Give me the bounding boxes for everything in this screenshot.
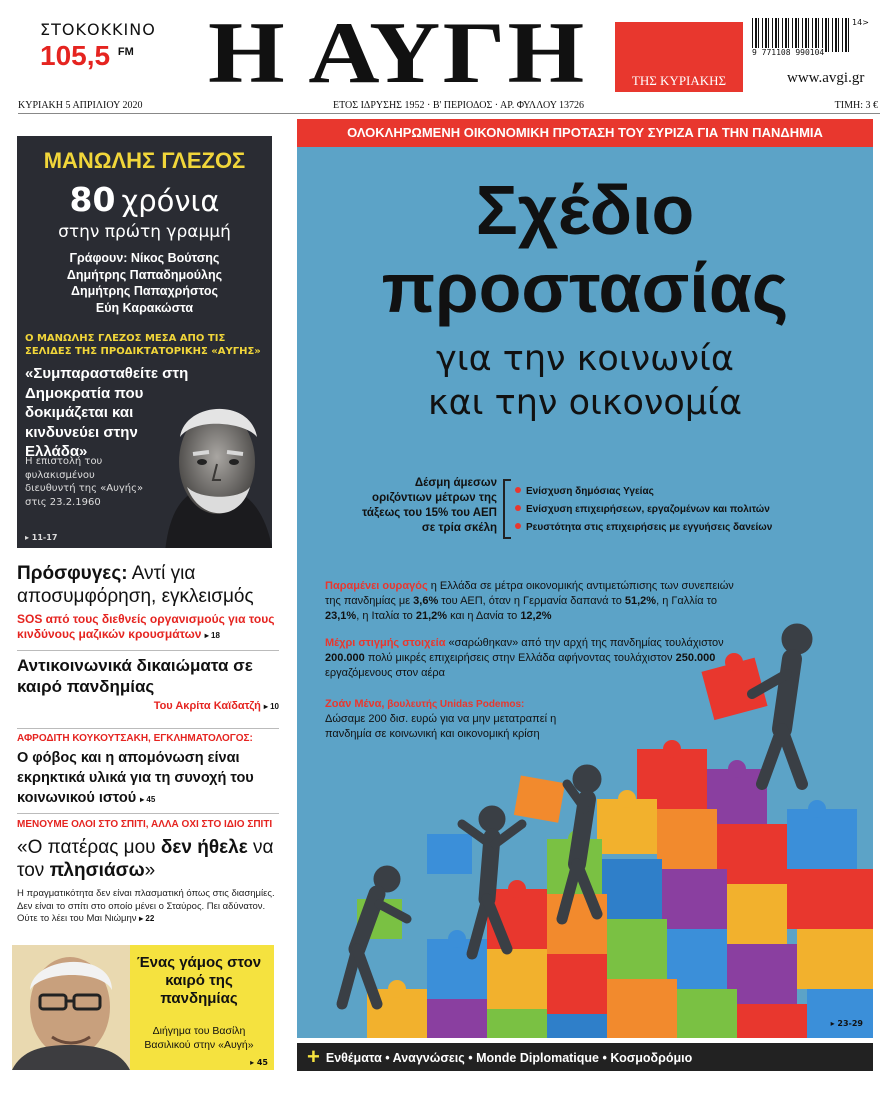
wedding-story[interactable] — [12, 945, 274, 1070]
refugees-headline: Πρόσφυγες: Αντί για αποσυμφόρηση, εγκλεισμός — [17, 563, 254, 607]
page-ref: ▸ 10 — [263, 702, 279, 711]
portrait-photo — [145, 392, 272, 548]
author-line: Δημήτρης Παπαχρήστος — [71, 284, 218, 298]
glezos-authors — [17, 250, 272, 316]
father-sub: Η πραγματικότητα δεν είναι πλασματική όπως στις διασημίες. Δεν είναι το σπίτι στο οποίο μένει ο Σταύρος. Πει αδύνατον. Ούτε το λέει του Μαι Νιώμην ▸ 22 — [17, 888, 275, 924]
fear-story[interactable] — [17, 733, 279, 810]
glezos-quote: «Συμπαρασταθείτε στη Δημοκρατία που δοκιμάζεται και κινδυνεύει στην Ελλάδα» — [25, 365, 189, 460]
dateline — [18, 98, 880, 114]
page-ref: ▸ 11-17 — [25, 533, 58, 542]
radio-frequency: 105,5 $^{FM}$ — [40, 40, 134, 71]
feature-title — [297, 171, 873, 327]
father-headline: «Ο πατέρας μου δεν ήθελε να τον πλησιάσω» — [17, 837, 274, 881]
feature-subtitle — [297, 337, 873, 425]
feature-band: ΟΛΟΚΛΗΡΩΜΕΝΗ ΟΙΚΟΝΟΜΙΚΗ ΠΡΟΤΑΣΗ ΤΟΥ ΣΥΡΙΖΑ ΓΙΑ ΤΗΝ ΠΑΝΔΗΜΙΑ — [297, 119, 873, 147]
barcode-bars — [752, 18, 852, 52]
feature-title-line: Σχέδιο — [475, 171, 695, 249]
radio-band: FM — [117, 46, 134, 58]
bullet-icon — [515, 505, 521, 511]
issue-price: ΤΙΜΗ: 3 € — [834, 100, 878, 111]
rights-headline: Αντικοινωνικά δικαιώματα σε καιρό πανδημίας — [17, 656, 253, 696]
bullet-icon — [515, 487, 521, 493]
feature-subtitle-line: για την κοινωνία — [436, 339, 734, 379]
issue-code: 14> — [852, 18, 869, 27]
logo-subtitle: ΤΗΣ ΚΥΡΙΑΚΗΣ — [631, 73, 727, 88]
glezos-name: ΜΑΝΩΛΗΣ ΓΛΕΖΟΣ — [43, 148, 246, 173]
supplements-bar[interactable] — [297, 1043, 873, 1071]
page-ref: ▸ 22 — [139, 914, 155, 923]
father-story[interactable] — [17, 819, 279, 926]
refugees-story[interactable] — [17, 562, 279, 643]
supplements-list: Ενθέματα • Αναγνώσεις • Monde Diplomatique • Κοσμοδρόμιο — [325, 1051, 693, 1065]
lead-feature[interactable] — [297, 119, 873, 1038]
fear-headline: Ο φόβος και η απομόνωση είναι εκρηκτικά υλικά για τη συνοχή του κοινωνικού ιστού ▸ 45 — [17, 750, 254, 806]
glezos-subtitle: στην πρώτη γραμμή — [58, 222, 231, 242]
father-kicker: ΜΕΝΟΥΜΕ ΟΛΟΙ ΣΤΟ ΣΠΙΤΙ, ΑΛΛΑ ΟΧΙ ΣΤΟ ΙΔΙΟ ΣΠΙΤΙ — [17, 819, 273, 830]
radio-name: ΣΤΟΚΟΚΚΙΝΟ — [40, 20, 156, 39]
measures-intro: Δέσμη άμεσων οριζόντιων μέτρων της τάξεως του 15% του ΑΕΠ σε τρία σκέλη — [362, 477, 497, 534]
author-line: Εύη Καρακώστα — [95, 300, 194, 315]
barcode — [752, 18, 869, 58]
measure-item: Ρευστότητα στις επιχειρήσεις με εγγυήσεις δανείων — [515, 519, 865, 537]
fear-kicker: ΑΦΡΟΔΙΤΗ ΚΟΥΚΟΥΤΣΑΚΗ, ΕΓΚΛΗΜΑΤΟΛΟΓΟΣ: — [17, 733, 253, 744]
measures-list — [515, 483, 865, 537]
website-link[interactable]: www.avgi.gr — [787, 70, 865, 86]
page-ref: ▸ 23-29 — [830, 1019, 863, 1028]
radio-promo — [40, 20, 168, 72]
barcode-number: 9 771108 990104 — [752, 48, 825, 57]
bracket — [503, 479, 511, 539]
rights-story[interactable] — [17, 655, 279, 712]
wedding-headline: Ένας γάμος στον καιρό της πανδημίας — [136, 954, 262, 1007]
measure-item: Ενίσχυση επιχειρήσεων, εργαζομένων και πολιτών — [515, 501, 865, 519]
author-photo — [12, 945, 130, 1070]
glezos-kicker: Ο ΜΑΝΩΛΗΣ ΓΛΕΖΟΣ ΜΕΣΑ ΑΠΟ ΤΙΣ ΣΕΛΙΔΕΣ ΤΗΣ ΠΡΟΔΙΚΤΑΤΟΡΙΚΗΣ «ΑΥΓΗΣ» — [25, 333, 261, 357]
bullet-icon — [515, 523, 521, 529]
feature-paragraph-3: Ζοάν Μένα, βουλευτής Unidas Podemos: Δώσαμε 200 δισ. ευρώ για να μην μετατραπεί η πανδημία σε κοινωνική και οικονομική κρίση — [325, 698, 557, 740]
newspaper-logo: Η ΑΥΓΗ — [208, 5, 587, 102]
feature-paragraph-2: Μέχρι στιγμής στοιχεία «σαρώθηκαν» από την αρχή της πανδημίας τουλάχιστον 200.000 πολύ μικρές επιχειρήσεις στην Ελλάδα αφήνοντας τουλάχιστον 250.000 εργαζόμενους στον αέρα — [325, 637, 724, 679]
page-ref: ▸ 45 — [140, 795, 156, 804]
page-ref: ▸ 18 — [204, 631, 220, 640]
author-line: Γράφουν: Νίκος Βούτσης — [69, 251, 220, 265]
rights-author: Του Ακρίτα Καϊδατζή ▸ 10 — [153, 700, 279, 712]
glezos-feature[interactable] — [17, 136, 272, 548]
glezos-note: Η επιστολή του φυλακισμένου διευθυντή της «Αυγής» στις 23.2.1960 — [25, 456, 144, 508]
divider — [17, 728, 279, 729]
wedding-sub: Διήγημα του Βασίλη Βασιλικού στην «Αυγή» — [144, 1025, 254, 1051]
feature-paragraph-1: Παραμένει ουραγός η Ελλάδα σε μέτρα οικονομικής αντιμετώπισης των συνεπειών της πανδημίας με 3,6% του ΑΕΠ, όταν η Γερμανία δαπανά το 51,2%, η Γαλλία το 23,1%, η Ιταλία το 21,2% και η Δανία το 12,2% — [325, 580, 734, 622]
feature-title-line: προστασίας — [381, 249, 789, 327]
issue-date: ΚΥΡΙΑΚΗ 5 ΑΠΡΙΛΙΟΥ 2020 — [18, 100, 143, 111]
measure-item: Ενίσχυση δημόσιας Υγείας — [515, 483, 865, 501]
divider — [17, 650, 279, 651]
logo-red-block — [615, 22, 743, 92]
refugees-sub: SOS από τους διεθνείς οργανισμούς για τους κινδύνους μαζικών κρουσμάτων ▸ 18 — [17, 612, 275, 641]
feature-subtitle-line: και την οικονομία — [427, 383, 743, 423]
author-line: Δημήτρης Παπαδημούλης — [66, 267, 223, 282]
plus-icon: + — [307, 1044, 320, 1069]
divider — [17, 813, 279, 814]
page-ref: ▸ 45 — [250, 1058, 268, 1067]
glezos-years: 80 χρόνια — [69, 180, 220, 219]
issue-meta: ΕΤΟΣ ΙΔΡΥΣΗΣ 1952 · Β' ΠΕΡΙΟΔΟΣ · ΑΡ. ΦΥΛΛΟΥ 13726 — [333, 100, 585, 111]
